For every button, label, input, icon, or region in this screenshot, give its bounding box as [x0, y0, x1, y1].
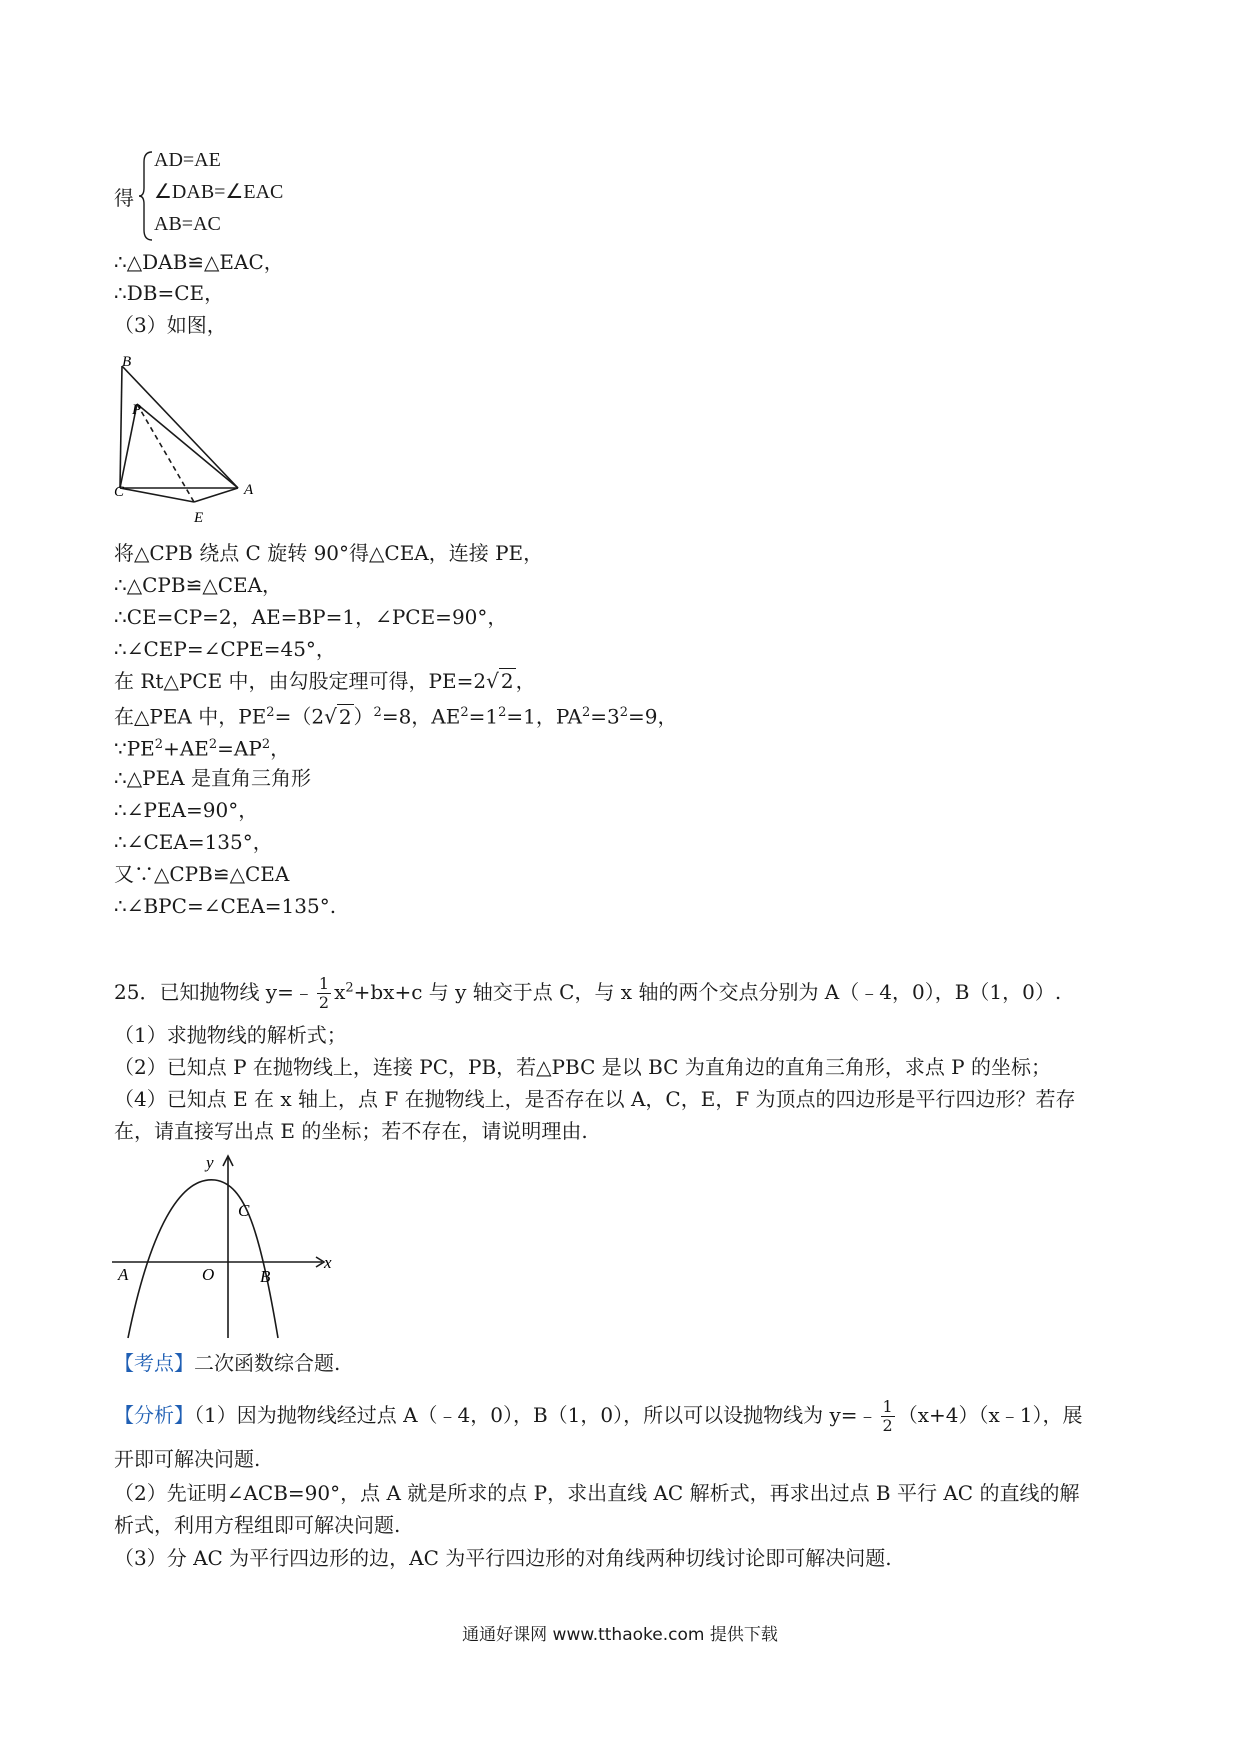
proof-line: （3）如图， [114, 313, 227, 337]
eq-row-1: AD=AE [154, 149, 221, 171]
fenxi-tag: 【分析】 [114, 1403, 194, 1427]
proof-line: ∴△DAB≌△EAC， [114, 250, 284, 274]
proof-line: ∴∠CEA=135°， [114, 830, 273, 854]
fenxi-line: 析式，利用方程组即可解决问题. [114, 1513, 401, 1537]
label-C: C [114, 484, 125, 500]
axis-x-label: x [324, 1253, 332, 1272]
proof-line: 在△PEA 中，$PE^2=(2√$ 2 ）$^2$=8，$AE^2=1^2=1$，$PA^2=3^2=9$， [114, 704, 678, 729]
question-part: （4）已知点 E 在 x 轴上，点 F 在抛物线上，是否存在以 A，C，E，F 为顶点的四边形是平行四边形？若存 [114, 1087, 1076, 1111]
fenxi-line: （2）先证明∠ACB=90°，点 A 就是所求的点 P，求出直线 AC 解析式，再求出过点 B 平行 AC 的直线的解 [114, 1481, 1080, 1505]
question-part: （2）已知点 P 在抛物线上，连接 PC，PB，若△PBC 是以 BC 为直角边的直角三角形，求点 P 的坐标； [114, 1055, 1051, 1079]
question-part: （1）求抛物线的解析式； [114, 1023, 347, 1047]
proof-line: ∴CE=CP=2，AE=BP=1，∠PCE=90°， [114, 605, 508, 629]
axis-y-label: y [206, 1153, 214, 1172]
question-part: 在，请直接写出点 E 的坐标；若不存在，请说明理由. [114, 1119, 588, 1143]
label-O: O [202, 1265, 215, 1284]
footer-credit: 通通好课网 www.tthaoke.com 提供下载 [462, 1625, 778, 1645]
label-E: E [194, 510, 204, 526]
question-25: 25．已知抛物线 y=﹣ $\frac{1}{2}$ $x^2+bx+c$ 与 y 轴交于点 C，与 x 轴的两个交点分别为 A（﹣4，0），B（1，0）. [114, 974, 1062, 1012]
proof-line: ∴DB=CE， [114, 281, 225, 305]
proof-line: 又∵△CPB≌△CEA [114, 862, 290, 886]
proof-line: ∴∠PEA=90°， [114, 798, 259, 822]
proof-line: $\because PE^2+AE^2=AP^2$， [114, 736, 291, 761]
label-A: A [244, 482, 254, 498]
parabola-figure [110, 1150, 340, 1342]
fenxi-line: 开即可解决问题. [114, 1447, 261, 1471]
fraction: $\frac{1}{2}$ [318, 974, 330, 1012]
proof-line: 在 Rt△PCE 中，由勾股定理可得，PE=2√ 2 ， [114, 669, 536, 693]
eq-row-3: AB=AC [154, 213, 221, 235]
proof-line: ∴∠CEP=∠CPE=45°， [114, 637, 336, 661]
label-P: P [132, 402, 142, 418]
label-C: C [238, 1201, 250, 1220]
fenxi-line: 【分析】（1）因为抛物线经过点 A（﹣4，0），B（1，0），所以可以设抛物线为 y=﹣ $\frac{1}{2}$ （x+4）（x﹣1），展 [114, 1397, 1083, 1435]
de-label: 得 [114, 186, 134, 210]
label-B: B [260, 1267, 271, 1286]
proof-line: ∴△CPB≌△CEA， [114, 573, 283, 597]
fenxi-line: （3）分 AC 为平行四边形的边，AC 为平行四边形的对角线两种切线讨论即可解决问题. [114, 1546, 892, 1570]
kaodian-line: 【考点】二次函数综合题. [114, 1351, 341, 1375]
proof-line: ∴△PEA 是直角三角形 [114, 766, 311, 790]
label-A: A [118, 1265, 129, 1284]
label-B: B [122, 354, 132, 370]
proof-line: ∴∠BPC=∠CEA=135°. [114, 894, 337, 918]
eq-row-2: ∠DAB=∠EAC [154, 181, 284, 203]
left-brace-icon [138, 150, 154, 242]
kaodian-tag: 【考点】 [114, 1351, 194, 1375]
triangle-figure [110, 354, 270, 530]
equation-system [114, 148, 314, 244]
fraction: $\frac{1}{2}$ [882, 1397, 893, 1435]
proof-line: 将△CPB 绕点 C 旋转 90°得△CEA，连接 PE， [114, 541, 544, 565]
